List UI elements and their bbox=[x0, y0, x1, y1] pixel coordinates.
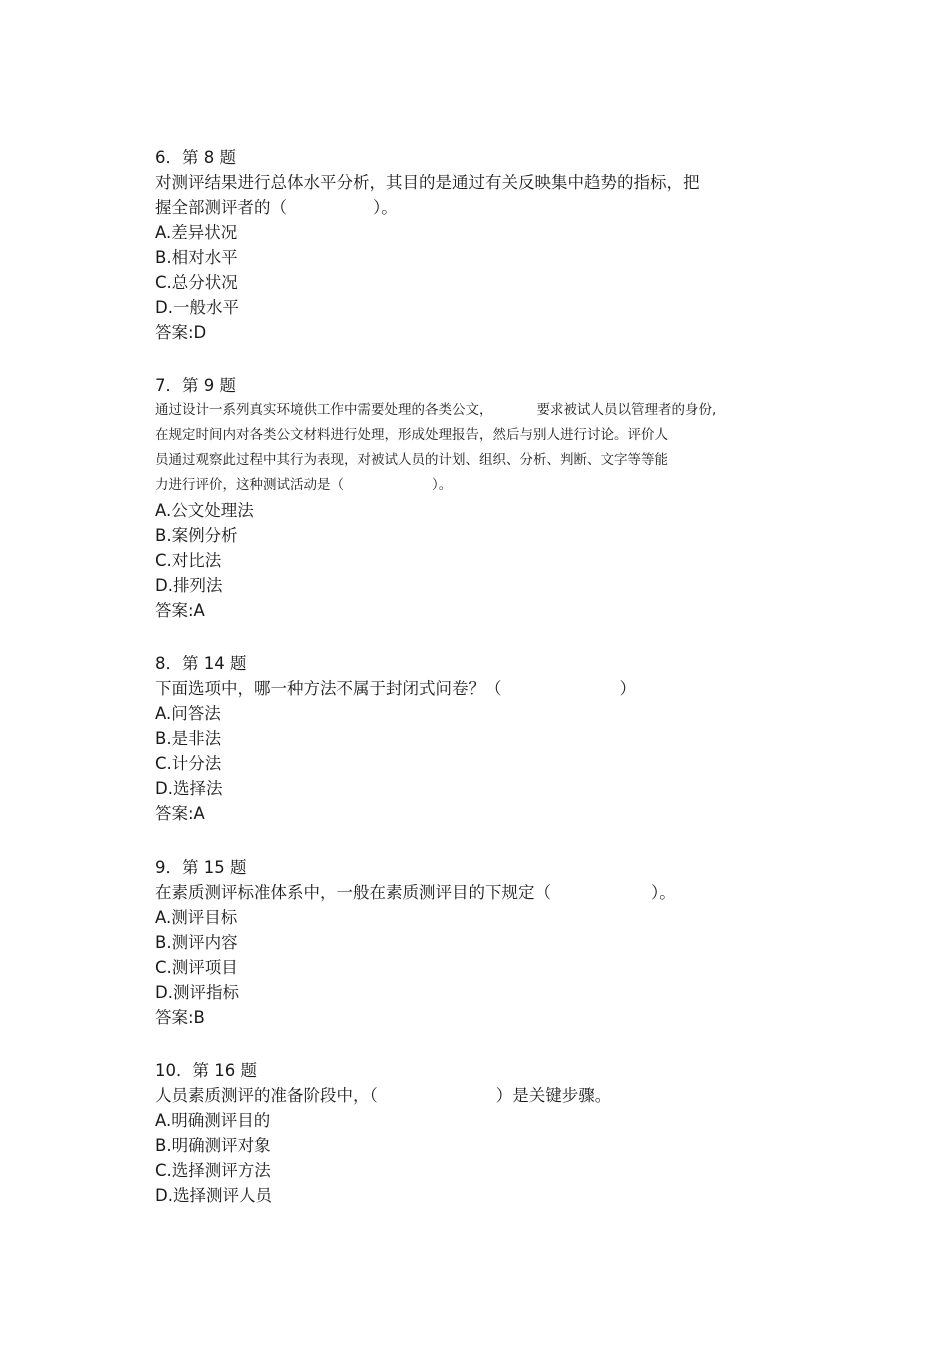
option-a: A.问答法 bbox=[155, 704, 221, 723]
question-10 bbox=[155, 1058, 795, 1208]
question-6 bbox=[155, 145, 795, 345]
answer: 答案:D bbox=[155, 323, 207, 342]
option-c: C.选择测评方法 bbox=[155, 1161, 271, 1180]
question-stem: 员通过观察此过程中其行为表现，对被试人员的计划、组织、分析、判断、文字等等能 bbox=[155, 452, 668, 468]
question-header: 6．第 8 题 bbox=[155, 148, 236, 167]
question-stem: 力进行评价，这种测试活动是（ ）。 bbox=[155, 477, 453, 493]
question-8 bbox=[155, 651, 795, 826]
question-stem: 在素质测评标准体系中，一般在素质测评目的下规定（ ）。 bbox=[155, 883, 676, 902]
option-a: A.明确测评目的 bbox=[155, 1111, 271, 1130]
question-stem: 对测评结果进行总体水平分析，其目的是通过有关反映集中趋势的指标，把 bbox=[155, 173, 700, 192]
option-c: C.计分法 bbox=[155, 754, 222, 773]
option-c: C.总分状况 bbox=[155, 273, 238, 292]
question-stem: 在规定时间内对各类公文材料进行处理，形成处理报告，然后与别人进行讨论。评价人 bbox=[155, 427, 668, 443]
option-d: D.选择测评人员 bbox=[155, 1186, 272, 1205]
option-a: A.测评目标 bbox=[155, 908, 238, 927]
option-b: B.案例分析 bbox=[155, 526, 238, 545]
question-9 bbox=[155, 855, 795, 1030]
option-c: C.测评项目 bbox=[155, 958, 238, 977]
question-stem: 人员素质测评的准备阶段中，（ ）是关键步骤。 bbox=[155, 1086, 612, 1105]
option-b: B.是非法 bbox=[155, 729, 222, 748]
option-d: D.排列法 bbox=[155, 576, 223, 595]
option-a: A.公文处理法 bbox=[155, 501, 254, 520]
option-b: B.明确测评对象 bbox=[155, 1136, 271, 1155]
option-b: B.测评内容 bbox=[155, 933, 238, 952]
answer: 答案:A bbox=[155, 601, 205, 620]
question-header: 10．第 16 题 bbox=[155, 1061, 257, 1080]
option-c: C.对比法 bbox=[155, 551, 222, 570]
option-d: D.一般水平 bbox=[155, 298, 239, 317]
option-d: D.选择法 bbox=[155, 779, 223, 798]
option-d: D.测评指标 bbox=[155, 983, 239, 1002]
question-7 bbox=[155, 373, 795, 623]
option-b: B.相对水平 bbox=[155, 248, 238, 267]
question-header: 8．第 14 题 bbox=[155, 654, 247, 673]
answer: 答案:A bbox=[155, 804, 205, 823]
option-a: A.差异状况 bbox=[155, 223, 238, 242]
answer: 答案:B bbox=[155, 1008, 205, 1027]
question-header: 9．第 15 题 bbox=[155, 858, 247, 877]
question-stem: 通过设计一系列真实环境供工作中需要处理的各类公文， 要求被试人员以管理者的身份, bbox=[155, 402, 717, 418]
question-stem: 握全部测评者的（ ）。 bbox=[155, 198, 398, 217]
question-stem: 下面选项中，哪一种方法不属于封闭式问卷？（ ） bbox=[155, 679, 636, 698]
question-header: 7．第 9 题 bbox=[155, 376, 236, 395]
